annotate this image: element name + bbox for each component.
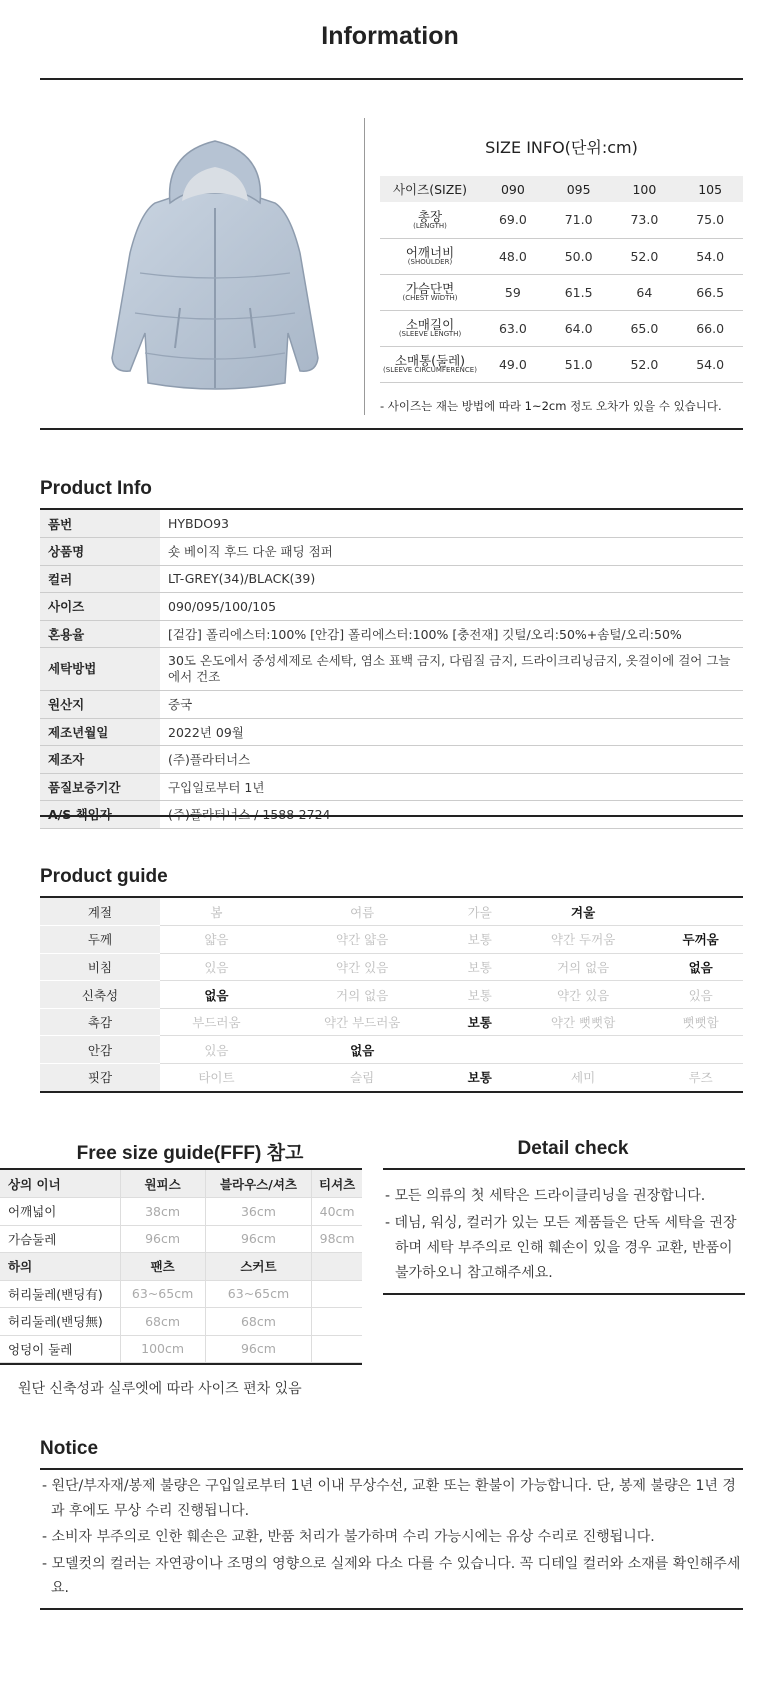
free-size-cell: 팬츠 bbox=[120, 1253, 205, 1281]
guide-option: 부드러움 bbox=[160, 1008, 273, 1036]
product-guide-table bbox=[40, 898, 743, 1092]
notice-item: - 모델컷의 컬러는 자연광이나 조명의 영향으로 실제와 다소 다를 수 있습니다. 꼭 디테일 컬러와 소재를 확인해주세요. bbox=[42, 1555, 741, 1596]
guide-key: 비침 bbox=[40, 953, 160, 981]
size-header-cell: 105 bbox=[677, 176, 743, 202]
free-size-cell bbox=[312, 1308, 362, 1336]
divider bbox=[40, 428, 743, 430]
guide-key: 핏감 bbox=[40, 1064, 160, 1092]
product-info-key: 상품명 bbox=[40, 538, 160, 566]
size-cell: 54.0 bbox=[677, 238, 743, 274]
free-size-table bbox=[0, 1170, 362, 1363]
size-header-cell: 사이즈(SIZE) bbox=[380, 176, 480, 202]
free-size-cell: 63~65cm bbox=[120, 1280, 205, 1308]
product-info-row bbox=[40, 746, 743, 774]
guide-option bbox=[658, 898, 743, 926]
size-table-row bbox=[380, 274, 743, 310]
size-table-header bbox=[380, 176, 743, 202]
size-cell: 59 bbox=[480, 274, 546, 310]
free-size-row bbox=[0, 1225, 362, 1253]
guide-key: 안감 bbox=[40, 1036, 160, 1064]
guide-option: 거의 없음 bbox=[273, 981, 452, 1009]
size-row-label-en: (CHEST WIDTH) bbox=[402, 293, 458, 302]
guide-option: 약간 있음 bbox=[508, 981, 658, 1009]
free-size-cell: 가슴둘레 bbox=[0, 1225, 120, 1253]
product-info-value: 30도 온도에서 중성세제로 손세탁, 염소 표백 금지, 다림질 금지, 드라이크리닝금지, 옷걸이에 걸어 그늘에서 건조 bbox=[160, 648, 743, 691]
size-cell: 63.0 bbox=[480, 310, 546, 346]
size-row-label-ko: 소매길이 bbox=[405, 316, 455, 332]
guide-option-selected: 보통 bbox=[451, 1008, 507, 1036]
product-info-value: LT-GREY(34)/BLACK(39) bbox=[160, 565, 743, 593]
product-guide-row bbox=[40, 953, 743, 981]
free-size-cell: 96cm bbox=[120, 1225, 205, 1253]
free-size-cell: 상의 이너 bbox=[0, 1170, 120, 1198]
guide-option: 약간 부드러움 bbox=[273, 1008, 452, 1036]
guide-option: 가을 bbox=[451, 898, 507, 926]
product-info-key: 혼용율 bbox=[40, 620, 160, 648]
size-row-label bbox=[380, 274, 480, 310]
free-size-row bbox=[0, 1198, 362, 1226]
product-info-value: (주)플라터너스 bbox=[160, 746, 743, 774]
product-info-value: 중국 bbox=[160, 691, 743, 719]
guide-key: 신축성 bbox=[40, 981, 160, 1009]
guide-option: 보통 bbox=[451, 926, 507, 954]
guide-option: 보통 bbox=[451, 981, 507, 1009]
guide-option: 슬림 bbox=[273, 1064, 452, 1092]
free-size-cell: 68cm bbox=[120, 1308, 205, 1336]
guide-option-selected: 없음 bbox=[273, 1036, 452, 1064]
guide-option-selected: 두꺼움 bbox=[658, 926, 743, 954]
product-info-row bbox=[40, 691, 743, 719]
product-info-key: 컬러 bbox=[40, 565, 160, 593]
product-info-value: HYBDO93 bbox=[160, 510, 743, 538]
guide-option: 봄 bbox=[160, 898, 273, 926]
free-size-cell bbox=[312, 1280, 362, 1308]
guide-option: 약간 얇음 bbox=[273, 926, 452, 954]
size-info-title: SIZE INFO(단위:cm) bbox=[485, 138, 638, 157]
free-size-cell: 63~65cm bbox=[205, 1280, 312, 1308]
size-cell: 64.0 bbox=[546, 310, 612, 346]
free-size-header-row bbox=[0, 1170, 362, 1198]
guide-option: 있음 bbox=[160, 1036, 273, 1064]
guide-option-selected: 보통 bbox=[451, 1064, 507, 1092]
detail-check-list bbox=[383, 1184, 745, 1288]
product-info-row bbox=[40, 510, 743, 538]
guide-option: 약간 두꺼움 bbox=[508, 926, 658, 954]
product-guide-row bbox=[40, 898, 743, 926]
free-size-cell: 100cm bbox=[120, 1335, 205, 1363]
guide-option: 루즈 bbox=[658, 1064, 743, 1092]
size-row-label bbox=[380, 346, 480, 382]
product-guide-row bbox=[40, 1064, 743, 1092]
detail-check-title: Detail check bbox=[517, 1138, 629, 1159]
free-size-cell: 98cm bbox=[312, 1225, 362, 1253]
divider bbox=[383, 1293, 745, 1295]
guide-key: 계절 bbox=[40, 898, 160, 926]
divider bbox=[40, 1091, 743, 1093]
free-size-cell: 티셔츠 bbox=[312, 1170, 362, 1198]
product-info-value: [겉감] 폴리에스터:100% [안감] 폴리에스터:100% [충전재] 깃털/오리:50%+솜털/오리:50% bbox=[160, 620, 743, 648]
size-cell: 52.0 bbox=[612, 238, 678, 274]
size-header-cell: 100 bbox=[612, 176, 678, 202]
product-info-key: 품번 bbox=[40, 510, 160, 538]
size-cell: 75.0 bbox=[677, 202, 743, 238]
notice-item: - 소비자 부주의로 인한 훼손은 교환, 반품 처리가 불가하며 수리 가능시에는 유상 수리로 진행됩니다. bbox=[42, 1529, 655, 1545]
free-size-row bbox=[0, 1335, 362, 1363]
product-info-row bbox=[40, 773, 743, 801]
free-size-cell: 하의 bbox=[0, 1253, 120, 1281]
free-size-row bbox=[0, 1280, 362, 1308]
guide-option: 세미 bbox=[508, 1064, 658, 1092]
product-info-table bbox=[40, 510, 743, 829]
free-size-cell: 블라우스/셔츠 bbox=[205, 1170, 312, 1198]
vertical-divider bbox=[364, 118, 365, 415]
free-size-header-row bbox=[0, 1253, 362, 1281]
size-row-label-ko: 어깨너비 bbox=[405, 244, 455, 260]
guide-key: 두께 bbox=[40, 926, 160, 954]
size-table bbox=[380, 176, 743, 383]
size-cell: 69.0 bbox=[480, 202, 546, 238]
size-row-label bbox=[380, 238, 480, 274]
free-size-cell: 허리둘레(밴딩有) bbox=[0, 1280, 120, 1308]
jacket-product-image bbox=[100, 133, 330, 403]
product-info-row bbox=[40, 648, 743, 691]
divider bbox=[40, 1608, 743, 1610]
size-cell: 71.0 bbox=[546, 202, 612, 238]
guide-option-selected: 없음 bbox=[160, 981, 273, 1009]
guide-option bbox=[451, 1036, 507, 1064]
detail-check-item: - 데님, 워싱, 컬러가 있는 모든 제품들은 단독 세탁을 권장하며 세탁 부주의로 인해 훼손이 있을 경우 교환, 반품이 불가하오니 참고해주세요. bbox=[385, 1215, 737, 1281]
guide-option: 여름 bbox=[273, 898, 452, 926]
divider bbox=[40, 1468, 743, 1470]
detail-check-item: - 모든 의류의 첫 세탁은 드라이클리닝을 권장합니다. bbox=[385, 1188, 706, 1204]
guide-option bbox=[658, 1036, 743, 1064]
product-info-value: 2022년 09월 bbox=[160, 718, 743, 746]
guide-key: 촉감 bbox=[40, 1008, 160, 1036]
guide-option: 있음 bbox=[658, 981, 743, 1009]
size-cell: 51.0 bbox=[546, 346, 612, 382]
size-table-row bbox=[380, 238, 743, 274]
free-size-cell: 38cm bbox=[120, 1198, 205, 1226]
product-info-key: 사이즈 bbox=[40, 593, 160, 621]
free-size-cell: 68cm bbox=[205, 1308, 312, 1336]
free-size-cell: 96cm bbox=[205, 1225, 312, 1253]
size-cell: 66.0 bbox=[677, 310, 743, 346]
free-size-cell: 36cm bbox=[205, 1198, 312, 1226]
product-info-key: 원산지 bbox=[40, 691, 160, 719]
guide-option: 거의 없음 bbox=[508, 953, 658, 981]
size-cell: 49.0 bbox=[480, 346, 546, 382]
size-cell: 52.0 bbox=[612, 346, 678, 382]
product-info-row bbox=[40, 718, 743, 746]
size-row-label-ko: 총장 bbox=[417, 208, 443, 224]
product-info-key: 품질보증기간 bbox=[40, 773, 160, 801]
product-info-key: 세탁방법 bbox=[40, 648, 160, 691]
product-info-row bbox=[40, 538, 743, 566]
free-size-row bbox=[0, 1308, 362, 1336]
notice-item: - 원단/부자재/봉제 불량은 구입일로부터 1년 이내 무상수선, 교환 또는 환불이 가능합니다. 단, 봉제 불량은 1년 경과 후에도 무상 수리 진행됩니다. bbox=[42, 1478, 736, 1519]
product-guide-row bbox=[40, 926, 743, 954]
notice-list bbox=[40, 1474, 743, 1603]
free-size-cell: 허리둘레(밴딩無) bbox=[0, 1308, 120, 1336]
size-table-row bbox=[380, 310, 743, 346]
free-size-cell: 스커트 bbox=[205, 1253, 312, 1281]
size-cell: 73.0 bbox=[612, 202, 678, 238]
free-size-cell: 어깨넓이 bbox=[0, 1198, 120, 1226]
free-size-cell bbox=[312, 1253, 362, 1281]
size-cell: 48.0 bbox=[480, 238, 546, 274]
size-row-label-en: (SLEEVE LENGTH) bbox=[398, 329, 462, 338]
product-guide-row bbox=[40, 1008, 743, 1036]
product-guide-row bbox=[40, 1036, 743, 1064]
notice-title: Notice bbox=[40, 1438, 99, 1459]
divider bbox=[383, 1168, 745, 1170]
product-info-key: 제조자 bbox=[40, 746, 160, 774]
size-note: - 사이즈는 재는 방법에 따라 1~2cm 정도 오차가 있을 수 있습니다. bbox=[380, 399, 722, 413]
size-cell: 65.0 bbox=[612, 310, 678, 346]
product-info-key: 제조년월일 bbox=[40, 718, 160, 746]
size-cell: 64 bbox=[612, 274, 678, 310]
guide-option: 타이트 bbox=[160, 1064, 273, 1092]
guide-option: 약간 뻣뻣함 bbox=[508, 1008, 658, 1036]
free-size-cell: 원피스 bbox=[120, 1170, 205, 1198]
size-table-row bbox=[380, 202, 743, 238]
product-info-value: 구입일로부터 1년 bbox=[160, 773, 743, 801]
guide-option-selected: 없음 bbox=[658, 953, 743, 981]
product-info-row bbox=[40, 620, 743, 648]
size-table-row bbox=[380, 346, 743, 382]
free-size-cell: 40cm bbox=[312, 1198, 362, 1226]
guide-option bbox=[508, 1036, 658, 1064]
free-size-title: Free size guide(FFF) 참고 bbox=[76, 1143, 304, 1164]
free-size-cell: 96cm bbox=[205, 1335, 312, 1363]
size-row-label-en: (LENGTH) bbox=[413, 221, 447, 230]
divider bbox=[0, 1363, 362, 1365]
size-cell: 61.5 bbox=[546, 274, 612, 310]
guide-option: 뻣뻣함 bbox=[658, 1008, 743, 1036]
free-size-note: 원단 신축성과 실루엣에 따라 사이즈 편차 있음 bbox=[18, 1381, 302, 1397]
divider bbox=[40, 78, 743, 80]
free-size-cell bbox=[312, 1335, 362, 1363]
product-guide-row bbox=[40, 981, 743, 1009]
guide-option: 있음 bbox=[160, 953, 273, 981]
guide-option: 얇음 bbox=[160, 926, 273, 954]
size-cell: 66.5 bbox=[677, 274, 743, 310]
product-info-title: Product Info bbox=[40, 478, 152, 499]
size-header-cell: 095 bbox=[546, 176, 612, 202]
divider bbox=[40, 815, 743, 817]
size-cell: 50.0 bbox=[546, 238, 612, 274]
size-cell: 54.0 bbox=[677, 346, 743, 382]
free-size-cell: 엉덩이 둘레 bbox=[0, 1335, 120, 1363]
product-info-row bbox=[40, 565, 743, 593]
guide-option-selected: 겨울 bbox=[508, 898, 658, 926]
product-info-value: 숏 베이직 후드 다운 패딩 점퍼 bbox=[160, 538, 743, 566]
size-row-label bbox=[380, 202, 480, 238]
information-title: Information bbox=[321, 22, 459, 50]
guide-option: 보통 bbox=[451, 953, 507, 981]
product-info-row bbox=[40, 593, 743, 621]
size-header-cell: 090 bbox=[480, 176, 546, 202]
size-row-label-ko: 소매통(둘레) bbox=[394, 352, 466, 368]
size-row-label bbox=[380, 310, 480, 346]
size-row-label-en: (SLEEVE CIRCUMFERENCE) bbox=[383, 365, 477, 374]
size-row-label-en: (SHOULDER) bbox=[407, 257, 453, 266]
guide-option: 약간 있음 bbox=[273, 953, 452, 981]
product-guide-title: Product guide bbox=[40, 866, 168, 887]
size-row-label-ko: 가슴단면 bbox=[405, 280, 455, 296]
product-info-value: 090/095/100/105 bbox=[160, 593, 743, 621]
